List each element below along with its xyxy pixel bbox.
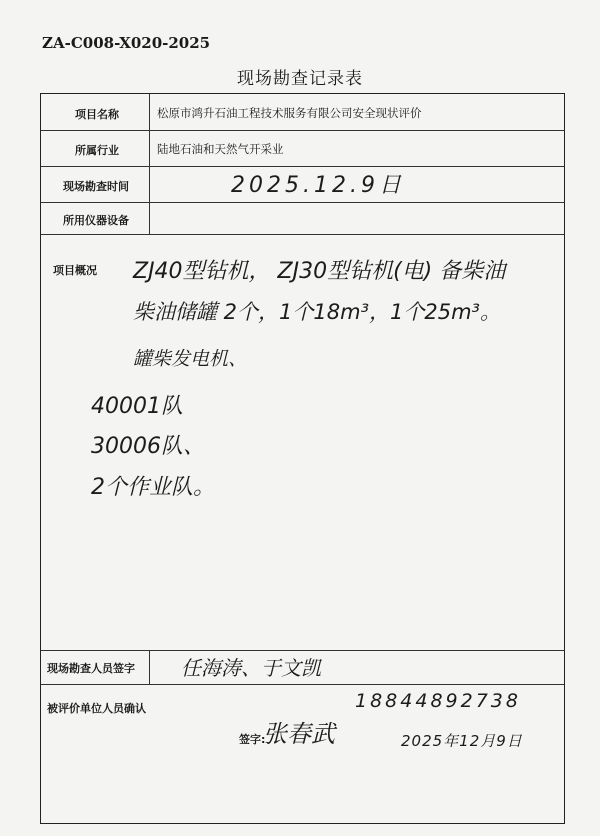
row-divider: [41, 166, 564, 167]
overview-line: 2个作业队。: [91, 475, 215, 500]
row-divider: [41, 650, 564, 651]
industry-value: 陆地石油和天然气开采业: [157, 142, 284, 156]
survey-time-label: 现场勘查时间: [63, 180, 129, 193]
column-divider: [149, 650, 150, 684]
industry-label: 所属行业: [75, 144, 119, 157]
overview-line: 罐柴发电机、: [133, 348, 248, 370]
confirm-signature: 张春武: [263, 720, 335, 748]
overview-line: 柴油储罐 2个，1个18m³，1个25m³。: [133, 300, 501, 324]
page-title: 现场勘查记录表: [237, 69, 363, 89]
overview-line: 30006队、: [91, 434, 205, 459]
row-divider: [41, 130, 564, 131]
survey-form: [40, 93, 565, 824]
overview-line: ZJ40型钻机， ZJ30型钻机(电) 备柴油: [133, 259, 506, 284]
confirm-date: 2025年12月9日: [401, 732, 523, 750]
overview-line: 40001队: [91, 394, 183, 419]
document-code: ZA-C008-X020-2025: [42, 34, 211, 52]
surveyors-signature: 任海涛、于文凯: [181, 656, 321, 680]
row-divider: [41, 202, 564, 203]
sign-label: 签字:: [239, 733, 266, 746]
row-divider: [41, 684, 564, 685]
row-divider: [41, 234, 564, 235]
equipment-label: 所用仪器设备: [63, 214, 129, 227]
column-divider: [149, 94, 150, 234]
overview-label: 项目概况: [53, 264, 97, 277]
confirm-label: 被评价单位人员确认: [47, 702, 146, 715]
surveyors-label: 现场勘查人员签字: [47, 662, 135, 675]
project-name-label: 项目名称: [75, 108, 119, 121]
confirm-phone: 18844892738: [355, 690, 521, 712]
project-name-value: 松原市鸿升石油工程技术服务有限公司安全现状评价: [157, 106, 422, 120]
survey-time-value: 2025.12.9日: [231, 173, 405, 198]
